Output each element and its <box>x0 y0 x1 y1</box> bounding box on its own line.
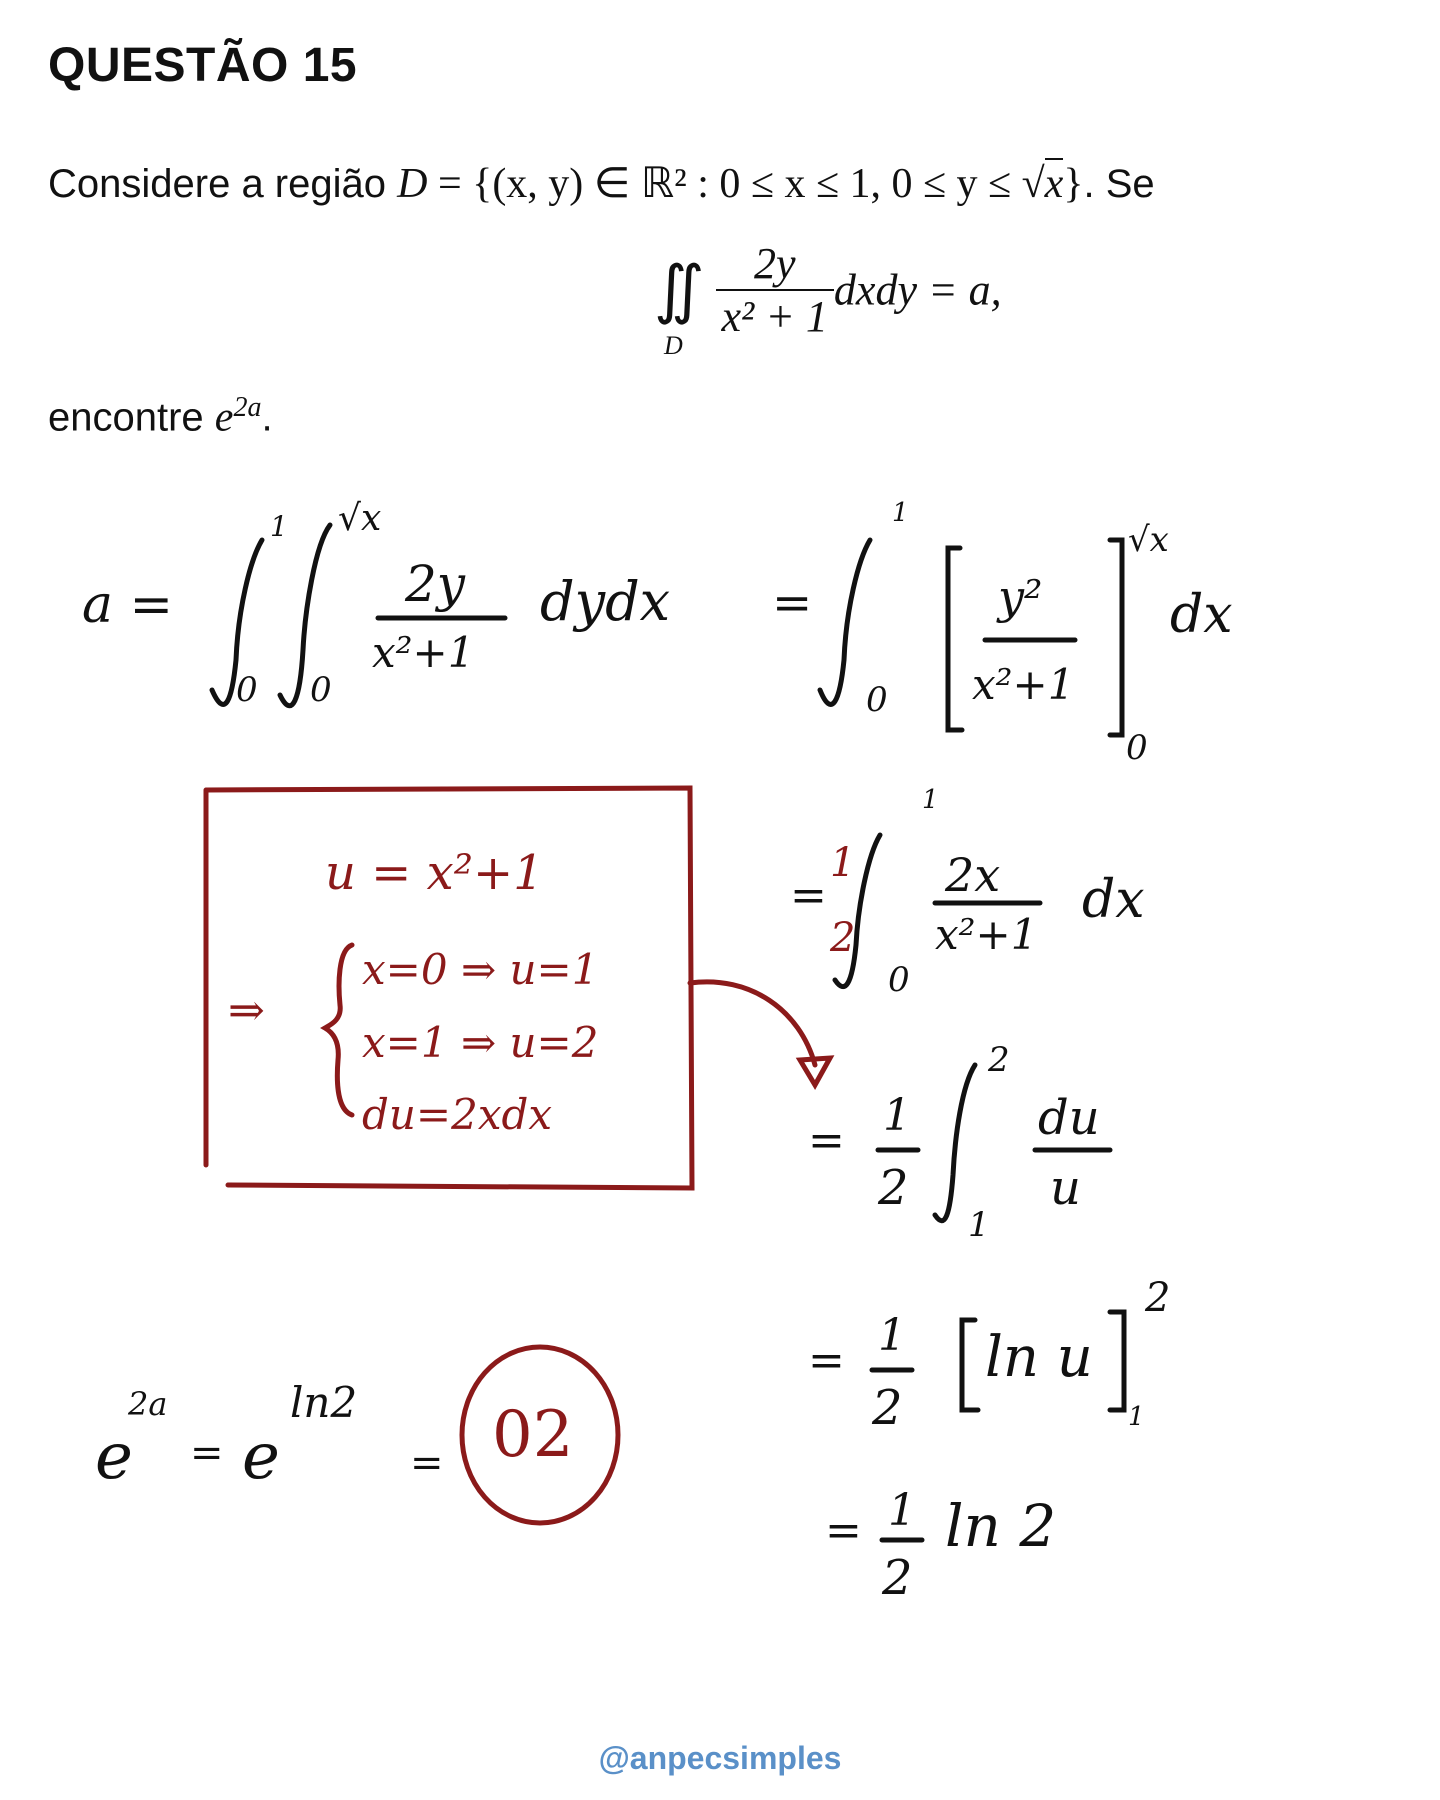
line1-differential: dydx <box>540 570 671 633</box>
bracket-right <box>1110 540 1122 735</box>
line3-upper: 2 <box>988 1040 1010 1080</box>
answer-mid-exponent: ln2 <box>290 1378 358 1427</box>
line5-equals: = <box>825 1505 862 1556</box>
line2-equals: = <box>790 870 827 921</box>
line1-bracket-upper: √x <box>1128 520 1169 560</box>
line1-lower-outer: 0 <box>236 670 258 710</box>
line4-upper: 2 <box>1145 1275 1171 1321</box>
substitution-case-2: x=1 ⇒ u=2 <box>362 1018 599 1067</box>
integral-numerator: 2y <box>716 238 834 291</box>
double-integral-equation: ∬ D $\frac{2y}{\text{x² + 1}}$ dxdy = a, <box>654 239 1002 360</box>
line1-lower-inner: 0 <box>310 670 332 710</box>
statement-suffix-math: } <box>1063 161 1084 207</box>
final-base: e <box>214 394 234 441</box>
line5-coef-numerator: 1 <box>888 1485 916 1536</box>
line2-coef-numerator: 1 <box>830 840 856 886</box>
line2-lower: 0 <box>888 960 910 1000</box>
integral-domain: D <box>664 331 683 360</box>
statement-set-label: D <box>397 161 428 207</box>
statement-set-body: = {(x, y) ∈ ℝ² : 0 ≤ x ≤ 1, 0 ≤ y ≤ √ <box>437 161 1045 207</box>
substitution-case-3: du=2xdx <box>362 1090 553 1139</box>
substitution-case-1: x=0 ⇒ u=1 <box>362 945 599 994</box>
bracket-left <box>948 548 962 730</box>
line4-body: ln u <box>985 1325 1093 1390</box>
answer-lhs-base: e <box>95 1420 133 1494</box>
line4-bracket-right <box>1110 1312 1124 1410</box>
integral-denominator: x² + 1 <box>721 292 828 341</box>
integral-rest: dxdy = a, <box>833 265 1002 315</box>
line2-denominator: x²+1 <box>935 910 1038 959</box>
integral-sign-line3 <box>935 1065 975 1221</box>
line1-differential-2: dx <box>1170 585 1233 645</box>
line1-upper-inner: √x <box>338 498 382 539</box>
line1-numerator: 2y <box>405 555 466 613</box>
answer-value: 02 <box>492 1398 574 1472</box>
line1-upper-outer: 1 <box>270 510 288 543</box>
line4-equals: = <box>808 1335 845 1386</box>
substitution-brace <box>325 945 352 1115</box>
line3-coef-numerator: 1 <box>883 1090 911 1141</box>
line3-coef-denominator: 2 <box>878 1160 909 1216</box>
answer-mid-base: e <box>242 1420 280 1494</box>
line3-equals: = <box>808 1115 845 1166</box>
line3-denominator: u <box>1050 1160 1081 1216</box>
line4-lower: 1 <box>1128 1402 1145 1432</box>
line1-denominator: x²+1 <box>372 628 475 677</box>
question-title: QUESTÃO 15 <box>48 39 358 92</box>
final-prefix: encontre <box>48 395 204 440</box>
line1-lower-2: 0 <box>866 680 888 720</box>
statement-prefix: Considere a região <box>48 162 386 206</box>
line1-equals: = <box>772 575 813 631</box>
substitution-connector-arrow <box>690 982 815 1065</box>
statement-sqrt-arg: x <box>1044 161 1064 207</box>
final-suffix: . <box>261 395 273 440</box>
line4-coef-numerator: 1 <box>878 1310 906 1361</box>
line1-bracket-denominator: x²+1 <box>972 660 1075 709</box>
line4-coef-denominator: 2 <box>872 1380 903 1436</box>
substitution-u-definition: u = x²+1 <box>325 845 544 901</box>
footer-handle: @anpecsimples <box>598 1740 842 1776</box>
line1-bracket-lower: 0 <box>1126 728 1148 768</box>
line1-lhs: a = <box>82 575 174 635</box>
line3-lower: 1 <box>968 1205 990 1245</box>
line1-bracket-numerator: y² <box>998 570 1043 624</box>
final-exponent: 2a <box>233 392 262 423</box>
line5-coef-denominator: 2 <box>882 1550 913 1606</box>
integral-sign-line1-rhs <box>820 540 870 704</box>
line2-coef-denominator: 2 <box>830 915 856 961</box>
line3-numerator: du <box>1038 1090 1100 1146</box>
substitution-arrow: ⇒ <box>228 985 265 1036</box>
statement-suffix-text: . Se <box>1083 162 1155 206</box>
line2-upper: 1 <box>922 785 939 815</box>
line1-upper-2: 1 <box>892 498 909 528</box>
line5-body: ln 2 <box>945 1492 1057 1560</box>
line2-numerator: 2x <box>945 848 1001 902</box>
line4-bracket-left <box>962 1320 978 1410</box>
line2-differential: dx <box>1082 870 1145 930</box>
answer-equals-2: = <box>410 1440 444 1486</box>
answer-equals-1: = <box>190 1430 224 1476</box>
answer-lhs-exponent: 2a <box>128 1385 168 1423</box>
